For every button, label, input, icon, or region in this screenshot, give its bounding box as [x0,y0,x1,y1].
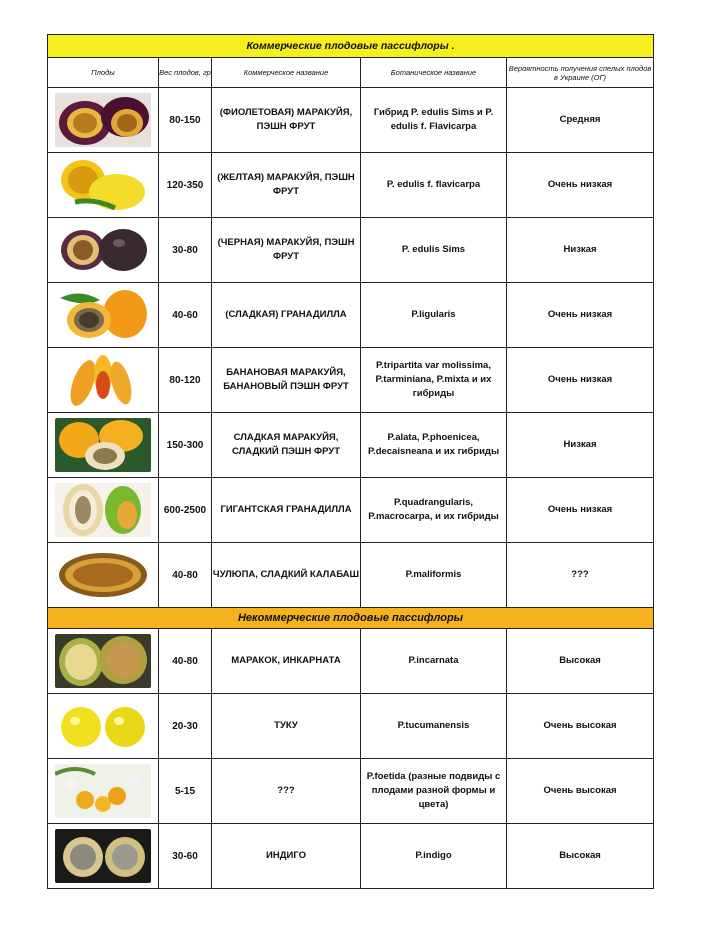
weight-cell: 150-300 [159,413,212,478]
table-row [48,348,654,413]
header-botanical: Ботаническое название [361,58,507,88]
table-row [48,759,654,824]
tucumanensis-image [55,699,151,753]
probability-cell: Низкая [507,413,654,478]
weight-cell: 40-80 [159,543,212,608]
header-probability: Вероятность получения спелых плодов в Украине (ОГ) [507,58,654,88]
weight-cell: 120-350 [159,153,212,218]
fruit-image [48,629,159,694]
fruit-image [48,759,159,824]
common-name-cell: ГИГАНТСКАЯ ГРАНАДИЛЛА [212,478,361,543]
noncommercial-section-title: Некоммерческие плодовые пассифлоры [48,608,654,629]
table-row [48,218,654,283]
weight-cell: 5-15 [159,759,212,824]
header-fruit: Плоды [48,58,159,88]
common-name-cell: (ЧЕРНАЯ) МАРАКУЙЯ, ПЭШН ФРУТ [212,218,361,283]
fruit-image [48,153,159,218]
table-row [48,153,654,218]
weight-cell: 40-60 [159,283,212,348]
chulupa-image [55,548,151,602]
common-name-cell: МАРАКОК, ИНКАРНАТА [212,629,361,694]
probability-cell: Очень высокая [507,759,654,824]
botanical-cell: P.indigo [361,824,507,889]
botanical-cell: P.quadrangularis, P.macrocarpa, и их гибриды [361,478,507,543]
weight-cell: 80-120 [159,348,212,413]
header-row [48,58,654,88]
header-weight: Вес плодов, гр [159,58,212,88]
header-common-name: Коммерческое название [212,58,361,88]
table-row [48,283,654,348]
fruit-image [48,824,159,889]
weight-cell: 20-30 [159,694,212,759]
purple-passionfruit-image [55,93,151,147]
weight-cell: 40-80 [159,629,212,694]
fruit-image [48,218,159,283]
common-name-cell: СЛАДКАЯ МАРАКУЙЯ, СЛАДКИЙ ПЭШН ФРУТ [212,413,361,478]
probability-cell: Очень высокая [507,694,654,759]
probability-cell: Высокая [507,629,654,694]
table-row [48,629,654,694]
giant-granadilla-image [55,483,151,537]
probability-cell: Очень низкая [507,478,654,543]
table-row [48,413,654,478]
fruit-image [48,694,159,759]
botanical-cell: P. edulis f. flavicarpa [361,153,507,218]
table-row [48,478,654,543]
botanical-cell: P.alata, P.phoenicea, P.decaisneana и их гибриды [361,413,507,478]
common-name-cell: (ФИОЛЕТОВАЯ) МАРАКУЙЯ, ПЭШН ФРУТ [212,88,361,153]
probability-cell: Очень низкая [507,348,654,413]
fruit-image [48,88,159,153]
fruit-image [48,413,159,478]
maypop-image [55,634,151,688]
common-name-cell: ТУКУ [212,694,361,759]
fruit-image [48,478,159,543]
black-passionfruit-image [55,223,151,277]
passiflora-table [47,34,654,889]
probability-cell: Очень низкая [507,153,654,218]
botanical-cell: P.maliformis [361,543,507,608]
botanical-cell: Гибрид P. edulis Sims и P. edulis f. Flavicarpa [361,88,507,153]
botanical-cell: P.incarnata [361,629,507,694]
fruit-image [48,348,159,413]
probability-cell: Высокая [507,824,654,889]
common-name-cell: (ЖЕЛТАЯ) МАРАКУЙЯ, ПЭШН ФРУТ [212,153,361,218]
sweet-passionfruit-image [55,418,151,472]
fruit-image [48,543,159,608]
table-row [48,824,654,889]
weight-cell: 30-80 [159,218,212,283]
probability-cell: Средняя [507,88,654,153]
common-name-cell: ЧУЛЮПА, СЛАДКИЙ КАЛАБАШ [212,543,361,608]
botanical-cell: P.foetida (разные подвиды с плодами разной формы и цвета) [361,759,507,824]
banana-passionfruit-image [55,353,151,407]
probability-cell: Низкая [507,218,654,283]
probability-cell: ??? [507,543,654,608]
botanical-cell: P.ligularis [361,283,507,348]
botanical-cell: P.tucumanensis [361,694,507,759]
table-row [48,543,654,608]
weight-cell: 600-2500 [159,478,212,543]
weight-cell: 30-60 [159,824,212,889]
common-name-cell: БАНАНОВАЯ МАРАКУЙЯ, БАНАНОВЫЙ ПЭШН ФРУТ [212,348,361,413]
botanical-cell: P. edulis Sims [361,218,507,283]
common-name-cell: (СЛАДКАЯ) ГРАНАДИЛЛА [212,283,361,348]
probability-cell: Очень низкая [507,283,654,348]
commercial-section-title: Коммерческие плодовые пассифлоры . [48,35,654,58]
yellow-passionfruit-image [55,158,151,212]
botanical-cell: P.tripartita var molissima, P.tarminiana, P.mixta и их гибриды [361,348,507,413]
foetida-image [55,764,151,818]
fruit-image [48,283,159,348]
table-row [48,88,654,153]
sweet-granadilla-image [55,288,151,342]
indigo-image [55,829,151,883]
common-name-cell: ИНДИГО [212,824,361,889]
common-name-cell: ??? [212,759,361,824]
table-row [48,694,654,759]
weight-cell: 80-150 [159,88,212,153]
